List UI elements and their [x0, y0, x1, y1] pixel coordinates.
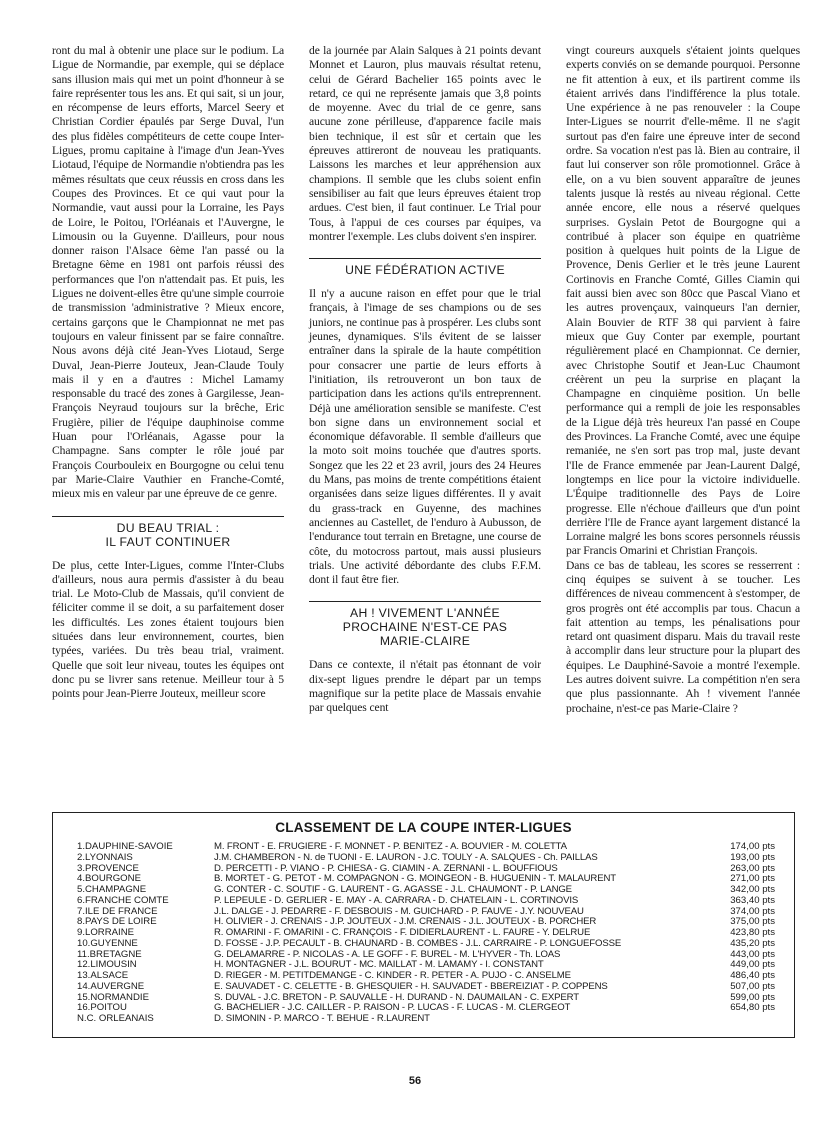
table-row	[53, 885, 794, 896]
team-pilots: D. PERCETTI - P. VIANO - P. CHIESA - G. CIAMIN - A. ZERNANI - L. BOUFFIOUS	[214, 863, 558, 874]
table-row	[53, 917, 794, 928]
paragraph: Il n'y a aucune raison en effet pour que le trial français, à l'image de ses champions ou de ses juniors, ne continue pas à prospérer. Les clubs sont jeunes, dynamiques. S'ils évitent de se laisser entraîner dans la spirale de la haute compétition pour consacrer une partie de leurs efforts à l'initiation, ils retrouveront un bon taux de participation dans les actions qu'ils entreprennent. Déjà une amélioration sensible se manifeste. C'est bon signe dans un environnement social et économique défavorable. Il semble d'ailleurs que la moto soit moins touchée que d'autres sports. Songez que les 22 et 23 avril, jours des 24 Heures du Mans, pas moins de trente compétitions étaient organisées dans seize ligues différentes. Il y avait du grass-track en Guyenne, des machines anciennes au Castellet, de l'enduro à Aubusson, de l'endurance tout terrain en Bretagne, une course de côte, du motocross partout, mais aussi plusieurs trials. Une activité débordante des clubs F.F.M. dont il faut être fier.	[309, 287, 541, 587]
league-name: 5.CHAMPAGNE	[77, 885, 147, 895]
league-name: 11.BRETAGNE	[77, 949, 142, 960]
section-heading-vivement	[309, 601, 541, 648]
team-score: 363,40 pts	[730, 894, 775, 906]
paragraph: Dans ce bas de tableau, les scores se resserrent : cinq équipes se suivent à se toucher. Les différences de niveau commencent à s'estomper, de gros progrès ont été accomplis par tous. Chacun a fait attention au temps, les pénalisations pour retard ont quasiment disparu. Mais du travail reste à accomplir dans leur structure pour la plupart des équipes. Le Dauphiné-Savoie a montré l'exemple. Les autres doivent suivre. La compétition n'en sera que plus passionnante. Ah ! vivement l'année prochaine, n'est-ce pas Marie-Claire ?	[566, 558, 800, 715]
table-row	[53, 939, 794, 950]
table-row	[53, 982, 794, 993]
team-score: 486,40 pts	[730, 970, 775, 981]
article-column-3	[566, 44, 800, 716]
paragraph: Dans ce contexte, il n'était pas étonnant de voir dix-sept ligues prendre le départ par un temps magnifique sur la petite place de Massais envahie par quelques cent	[309, 658, 541, 715]
league-name: 16.POITOU	[77, 1003, 127, 1014]
paragraph: de la journée par Alain Salques à 21 points devant Monnet et Lauron, plus mauvais résultat retenu, celui de Gérard Bachelier 165 points avec le retard, ce qui ne représente jamais que 3,8 points de moyenne. Avec du trial de ce genre, sans aucune zone périlleuse, d'apparence facile mais bien technique, il est sûr et certain que les épreuves attireront de nouveau les pratiquants. Laissons les marches et leur appréhension aux champions. Il semble que les clubs soient enfin sensibiliser au fait que leurs épreuves étaient trop ardues. C'est bien, il faut continuer. Le Trial pour Tous, à l'appui de ces courses par équipes, va montrer l'exemple. Les clubs doivent s'en inspirer.	[309, 44, 541, 243]
heading-line: PROCHAINE N'EST-CE PAS	[342, 620, 508, 635]
team-score: 654,80 pts	[730, 1002, 775, 1014]
team-pilots: J.M. CHAMBERON - N. de TUONI - E. LAURON - J.C. TOULY - A. SALQUES - Ch. PAILLAS	[214, 852, 598, 863]
team-pilots: D. RIEGER - M. PETITDEMANGE - C. KINDER - R. PETER - A. PUJO - C. ANSELME	[214, 971, 571, 981]
team-pilots: H. MONTAGNER - J.L. BOURUT - MC. MAILLAT - M. LAMAMY - I. CONSTANT	[214, 960, 544, 971]
table-row	[53, 971, 794, 982]
league-name: 15.NORMANDIE	[77, 992, 149, 1003]
league-name: 14.AUVERGNE	[77, 981, 145, 992]
classement-rows	[53, 842, 794, 1025]
article-column-1	[52, 44, 284, 701]
section-heading-federation	[309, 258, 541, 277]
league-name: 12.LIMOUSIN	[77, 960, 137, 971]
table-row	[53, 874, 794, 885]
team-score: 423,80 pts	[730, 927, 775, 938]
heading-line: UNE FÉDÉRATION ACTIVE	[345, 263, 505, 278]
team-pilots: D. FOSSE - J.P. PECAULT - B. CHAUNARD - B. COMBES - J.L. CARRAIRE - P. LONGUEFOSSE	[214, 938, 622, 949]
team-pilots: M. FRONT - É. FRUGIERE - F. MONNET - P. BENITEZ - A. BOUVIER - M. COLETTA	[214, 842, 567, 852]
team-score: 174,00 pts	[730, 841, 775, 852]
table-row	[53, 960, 794, 971]
league-name: 10.GUYENNE	[77, 938, 138, 949]
paragraph: vingt coureurs auxquels s'étaient joints quelques experts conviés on se demande pourquoi. Personne ne fit attention à eux, et ils partirent comme ils étaient arrivés dans l'indifférence la plus totale. Une expérience à ne pas renouveler : la Coupe Inter-Ligues se nourrit d'elle-même. Il ne s'agit surtout pas d'en faire une épreuve inter de second ordre. Sa vocation n'est pas là. Bien au contraire, il faut lui conserver son rôle promotionnel. Grâce à elle, on a vu bien souvent apparaître de jeunes talents jusque là restés au niveau régional. Cette année encore, elle nous a réservé quelques surprises. Gyslain Petot de Bourgogne qui a contribué à placer son équipe en quatrième position à quelques huit points de la Ligue de Provence, Denis Gerlier et le très jeune Laurent Cortinovis en Franche Comté, Gilles Ciamin qui fait aussi bien avec son 80cc que Pascal Viano et les autres provençaux, vainqueurs l'an dernier, Alain Bouvier de RTF 38 qui parvient à faire mieux que Guy Conter par exemple, pourtant régulièrement placé en Championnat. Ce dernier, avec Christophe Soutif et Jean-Luc Chaumont créèrent un peu la surprise en plaçant la Champagne en cinquième position. Un belle performance qui a rempli de joie les responsables de la Ligue déjà très heureux l'an passé en Coupe des Provinces. La Franche Comté, avec une équipe remaniée, ne s'en sort pas trop mal, juste devant l'Ile de France emmenée par Jean-Laurent Dalgé, longtemps en lice pour la victoire individuelle. L'Équipe traditionnelle des Pays de Loire progresse. Elle n'échoue d'ailleurs que d'un point derrière l'Ile de France ayant largement distancé la Lorraine malgré les bons scores personnels réussis par Francis Omarini et Christian François.	[566, 44, 800, 558]
section-heading-beau-trial	[52, 516, 284, 549]
team-score: 449,00 pts	[730, 959, 775, 971]
team-pilots: B. MORTET - G. PETOT - M. COMPAGNON - G. MOINGEON - B. HUGUENIN - T. MALAURENT	[214, 874, 616, 885]
league-name: 3.PROVENCE	[77, 863, 139, 874]
league-name: 8.PAYS DE LOIRE	[77, 917, 157, 928]
classement-table	[52, 812, 795, 1038]
heading-line: MARIE-CLAIRE	[379, 634, 471, 649]
page-number: 56	[408, 1075, 422, 1087]
team-pilots: R. OMARINI - F. OMARINI - C. FRANÇOIS - F. DIDIERLAURENT - L. FAURE - Y. DELRUE	[214, 928, 591, 938]
heading-line: DU BEAU TRIAL :	[116, 520, 220, 535]
team-score: 599,00 pts	[730, 991, 775, 1003]
team-score: 263,00 pts	[730, 862, 775, 874]
league-name: 4.BOURGONE	[77, 874, 141, 885]
team-score: 271,00 pts	[730, 873, 775, 885]
league-name: N.C. ORLÉANAIS	[77, 1014, 154, 1024]
team-pilots: D. SIMONIN - P. MARCO - T. BEHUE - R.LAURENT	[214, 1014, 430, 1024]
league-name: 2.LYONNAIS	[77, 852, 133, 863]
table-row	[53, 864, 794, 875]
table-row	[53, 1014, 794, 1025]
league-name: 13.ALSACE	[77, 971, 129, 981]
team-score: 435,20 pts	[730, 937, 775, 949]
table-row	[53, 896, 794, 907]
team-pilots: P. LEPEULE - D. GERLIER - E. MAY - A. CARRARA - D. CHATELAIN - L. CORTINOVIS	[214, 895, 579, 906]
team-score: 443,00 pts	[730, 948, 775, 960]
table-row	[53, 993, 794, 1004]
table-row	[53, 842, 794, 853]
team-pilots: S. DUVAL - J.C. BRETON - P. SAUVALLE - H. DURAND - N. DAUMAILAN - C. EXPERT	[214, 992, 579, 1003]
team-pilots: H. OLIVIER - J. CRENAIS - J.P. JOUTEUX - J.M. CRENAIS - J.L. JOUTEUX - B. PORCHER	[214, 917, 597, 928]
team-pilots: G. DELAMARRE - P. NICOLAS - A. LE GOFF - F. BUREL - M. L'HYVER - Th. LOAS	[214, 949, 561, 960]
table-row	[53, 1003, 794, 1014]
paragraph: ront du mal à obtenir une place sur le podium. La Ligue de Normandie, par exemple, qui se déplace sans illusion mais qui met un point d'honneur à se faire représenter tous les ans. Et qui sait, si un jour, en récompense de leurs efforts, Marcel Seery et Christian Cordier épaulés par Serge Duval, l'un des plus fidèles compétiteurs de cette coupe Inter-Ligues, promu capitaine à l'image d'un Jean-Yves Liotaud, l'équipe de Normandie n'obtiendra pas les mêmes résultats que ceux réussis en cross dans les Coupes des Provinces. Et ce qui vaut pour la Normandie, vaut aussi pour la Lorraine, les Pays de Loire, le Poitou, l'Orléanais et l'Auvergne, le Limousin ou la Guyenne. D'ailleurs, pour nous donner raison l'Alsace 6ème l'an passé ou la Bretagne 6ème en 1981 ont parfois réussi des performances que l'on n'attendait pas. Et puis, les Ligues ne doivent-elles être qu'une simple courroie de transmission 'administrative ? Mieux encore, certains garçons que le Championnat ne met pas toujours en valeur finissent par se faire connaître. Nous avons déjà cité Jean-Yves Liotaud, Serge Duval, Jean-Pierre Jouteux, Jean-Claude Touly mais il y en a d'autres : Michel Lamamy responsable du tracé des zones à Gargilesse, Jean-François Neyraud toujours sur la brêche, Eric Frugière, pilier de l'équipe dauphinoise comme Huan pour l'Orléanais, Agasse pour la Champagne. Sans compter le rôle joué par François Courbouleix en Bourgogne ou celui tenu par Marie-Claire Vauthier en Franche-Comté, mieux mis en valeur par une épreuve de ce genre.	[52, 44, 285, 501]
table-row	[53, 950, 794, 961]
league-name: 6.FRANCHE COMTÉ	[77, 895, 169, 906]
classement-title: CLASSEMENT DE LA COUPE INTER-LIGUES	[275, 820, 572, 835]
team-score: 507,00 pts	[730, 980, 775, 992]
table-row	[53, 928, 794, 939]
team-score: 374,00 pts	[730, 905, 775, 917]
team-score: 193,00 pts	[730, 851, 775, 863]
team-pilots: J.L. DALGÉ - J. PEDARRE - F. DESBOUIS - M. GUICHARD - P. FAUVE - J.Y. NOUVEAU	[214, 906, 584, 917]
team-score: 342,00 pts	[730, 884, 775, 895]
league-name: 9.LORRAINE	[77, 928, 135, 938]
team-score: 375,00 pts	[730, 916, 775, 928]
league-name: 1.DAUPHINÉ-SAVOIE	[77, 842, 173, 852]
table-row	[53, 853, 794, 864]
team-pilots: E. SAUVADET - C. CELETTE - B. GHESQUIER - H. SAUVADET - BBEREIZIAT - P. COPPENS	[214, 981, 608, 992]
table-row	[53, 907, 794, 918]
paragraph: De plus, cette Inter-Ligues, comme l'Inter-Clubs d'ailleurs, nous aura permis d'assister à du beau trial. Le Moto-Club de Massais, qu'il convient de féliciter comme il se doit, a su parfaitement doser les difficultés. Les zones étaient toujours bien situées dans leur environnement, courtes, bien typées, variées. Du très beau trial, vraiment. Quelle que soit leur niveau, toutes les équipes ont donc pu se livrer sans retenue. Meilleur tour à 5 points pour Jean-Pierre Jouteux, meilleur score	[52, 558, 284, 701]
article-column-2	[309, 44, 541, 716]
team-pilots: G. BACHELIER - J.C. CAILLER - P. RAISON - P. LUCAS - F. LUCAS - M. CLERGEOT	[214, 1003, 571, 1014]
team-pilots: G. CONTER - C. SOUTIF - G. LAURENT - G. AGASSE - J.L. CHAUMONT - P. LANGE	[214, 885, 572, 895]
heading-line: AH ! VIVEMENT L'ANNÉE	[350, 606, 500, 621]
heading-line: IL FAUT CONTINUER	[105, 534, 231, 549]
league-name: 7.ILE DE FRANCE	[77, 906, 158, 917]
